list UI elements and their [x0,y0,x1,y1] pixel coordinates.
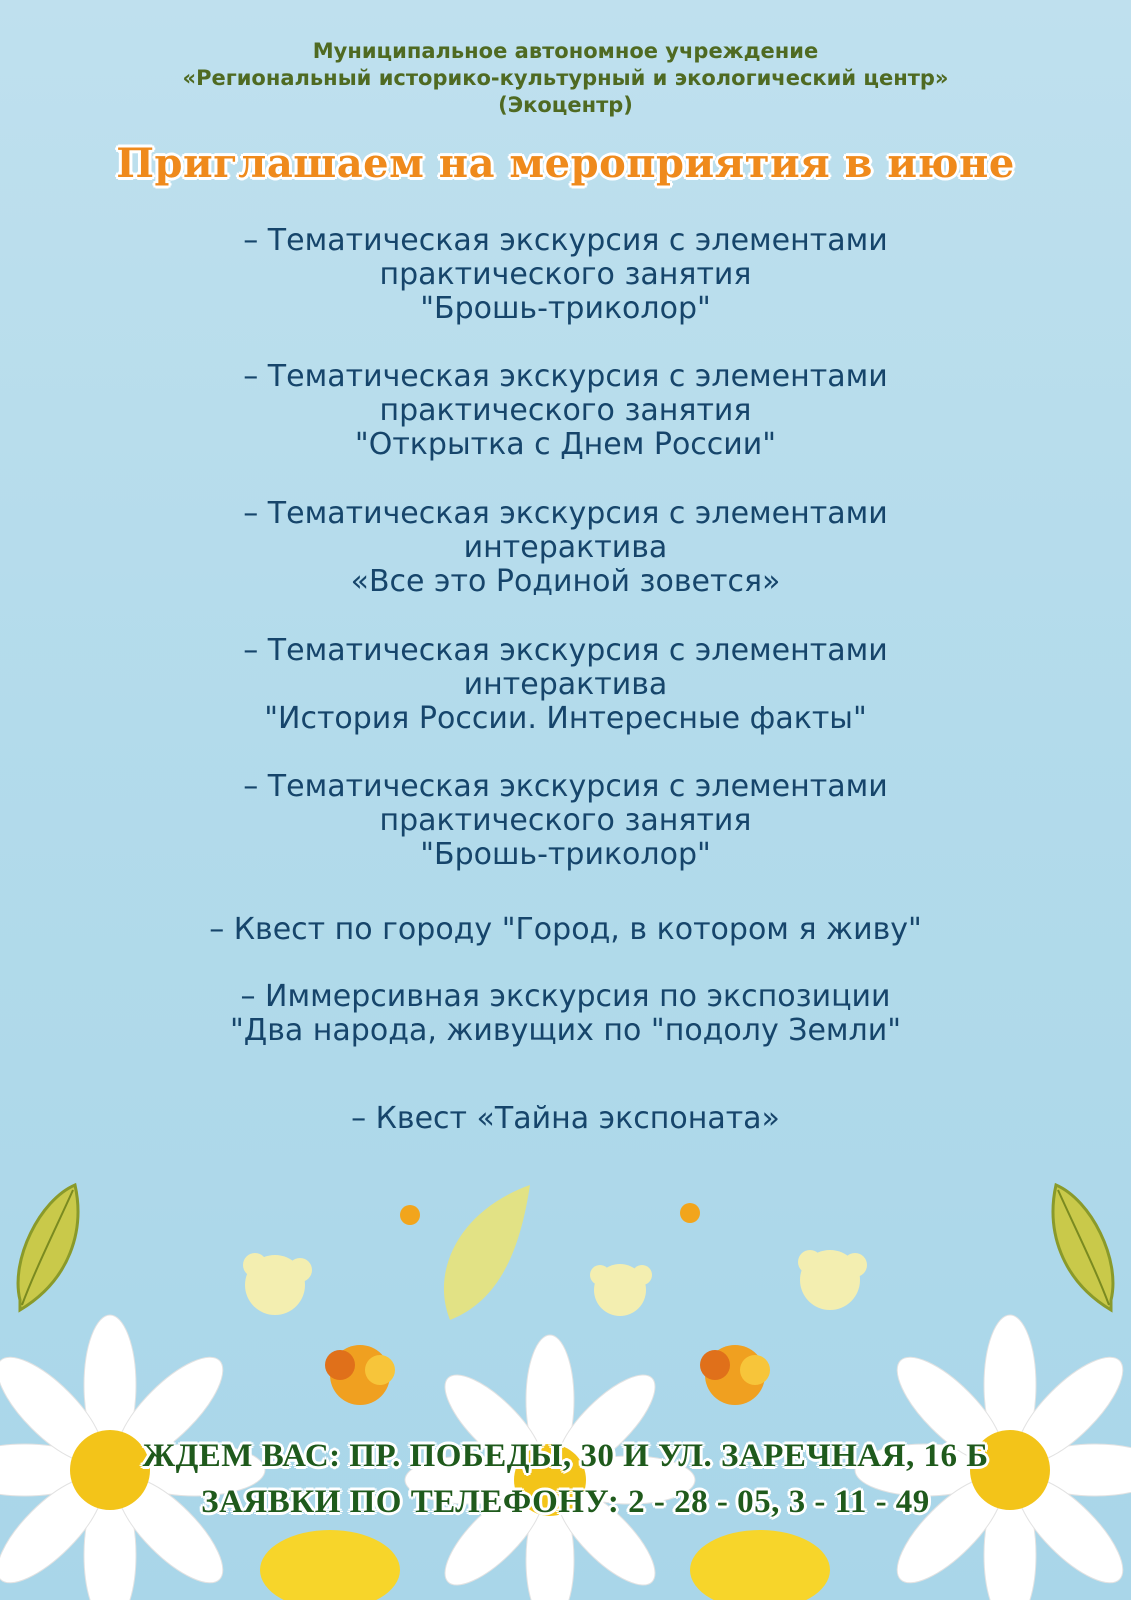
event-item-2 [0,360,1131,462]
event-item-8 [0,1102,1131,1136]
leaf-icon [18,1185,78,1310]
orange-flower-icon [700,1345,770,1405]
event-line: интерактива [463,667,668,702]
bud-icon [400,1205,420,1225]
organization-line-2: «Региональный историко-культурный и экологический центр» [182,66,949,90]
event-line: – Тематическая экскурсия с элементами [243,359,888,394]
event-line: "Два народа, живущих по "подолу Земли" [229,1013,902,1048]
flower-decoration [0,1180,1131,1600]
event-line: – Иммерсивная экскурсия по экспозиции [240,979,891,1014]
flower-cluster-icon [798,1250,867,1310]
leaf-icon [444,1185,530,1320]
event-line: "Брошь-триколор" [420,291,711,326]
organization-line-1: Муниципальное автономное учреждение [312,39,819,63]
event-item-7 [0,980,1131,1048]
event-item-6 [0,913,1131,947]
event-line: – Тематическая экскурсия с элементами [243,769,888,804]
flower-cluster-icon [590,1264,652,1316]
event-item-3 [0,497,1131,599]
phone-line: ЗАЯВКИ ПО ТЕЛЕФОНУ: 2 - 28 - 05, 3 - 11 - 49 [201,1484,930,1520]
event-line: практического занятия [379,393,752,428]
organization-line-3: (Экоцентр) [498,93,633,117]
event-line: "История России. Интересные факты" [264,701,867,736]
event-item-5 [0,770,1131,872]
orange-flower-icon [325,1345,395,1405]
event-line: практического занятия [379,803,752,838]
bud-icon [680,1203,700,1223]
leaf-icon [1053,1185,1113,1310]
event-line: – Квест «Тайна экспоната» [351,1101,780,1136]
event-line: «Все это Родиной зовется» [350,564,781,599]
event-line: – Квест по городу "Город, в котором я живу" [209,912,922,947]
event-item-4 [0,634,1131,736]
event-line: "Открытка с Днем России" [354,427,777,462]
flower-cluster-icon [243,1253,312,1315]
address-line: ЖДЕМ ВАС: ПР. ПОБЕДЫ, 30 И УЛ. ЗАРЕЧНАЯ, 16 Б [142,1438,989,1474]
event-line: "Брошь-триколор" [420,837,711,872]
poster-title: Приглашаем на мероприятия в июне [116,140,1015,187]
event-line: – Тематическая экскурсия с элементами [243,496,888,531]
event-line: – Тематическая экскурсия с элементами [243,633,888,668]
event-line: – Тематическая экскурсия с элементами [243,223,888,258]
event-line: практического занятия [379,257,752,292]
organization-header [0,38,1131,119]
event-item-1 [0,224,1131,326]
event-line: интерактива [463,530,668,565]
